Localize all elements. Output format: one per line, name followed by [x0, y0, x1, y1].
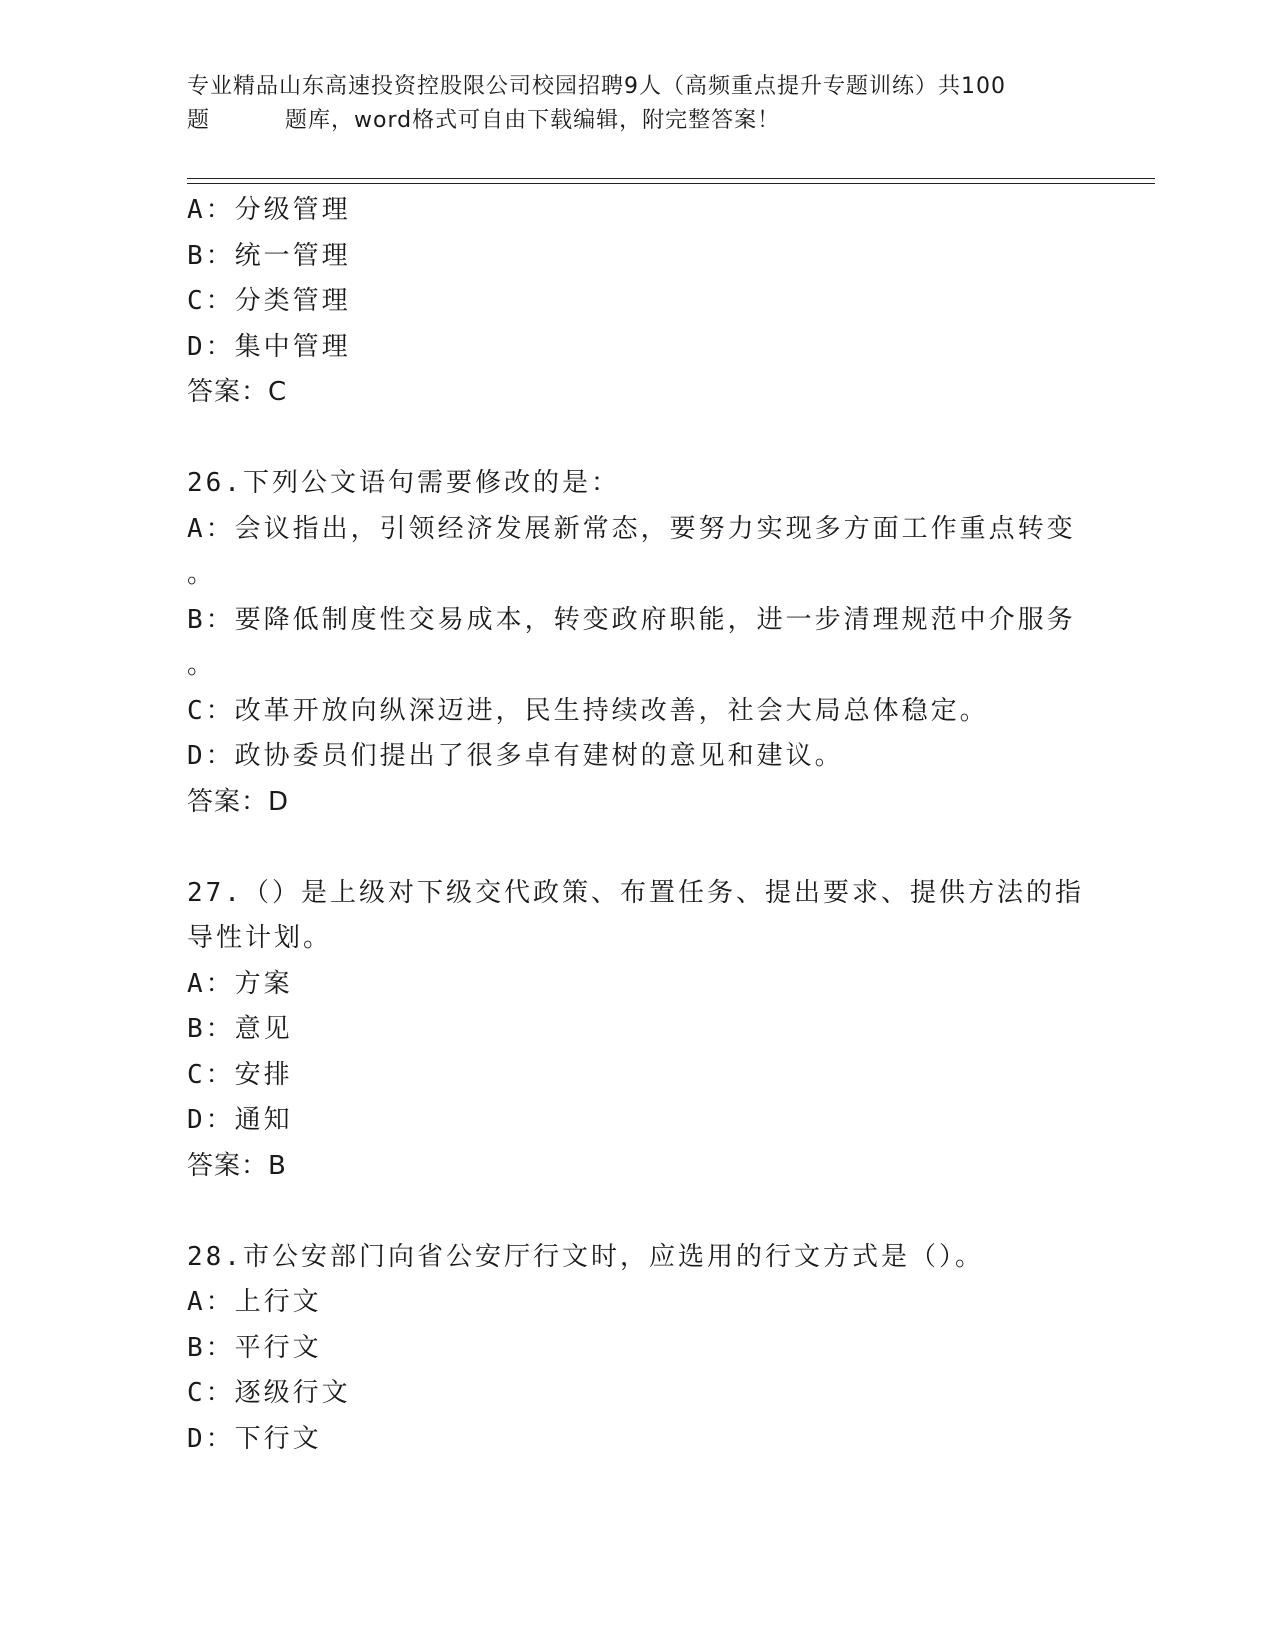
answer: 答案：B [187, 1150, 287, 1181]
option-d: D：集中管理 [187, 331, 351, 362]
header-divider-top [187, 178, 1155, 179]
option-b-wrap: 。 [187, 650, 217, 680]
question-text: 28.市公安部门向省公安厅行文时，应选用的行文方式是（）。 [187, 1241, 984, 1272]
option-a: A：上行文 [187, 1287, 322, 1317]
option-c: C：分类管理 [187, 286, 351, 316]
header-line-2-lead: 题 [187, 108, 211, 133]
document-body [187, 188, 1087, 1462]
option-a: A：分级管理 [187, 195, 351, 225]
option-a-wrap: 。 [187, 559, 217, 589]
question-block-25 [187, 188, 1087, 416]
question-text: 27.（）是上级对下级交代政策、布置任务、提出要求、提供方法的指 [187, 877, 1084, 908]
header-divider-bottom [187, 183, 1155, 184]
page-header [187, 70, 1087, 138]
question-block-27 [187, 871, 1087, 1190]
option-b: B：意见 [187, 1014, 293, 1044]
option-d: D：通知 [187, 1105, 293, 1135]
answer: 答案：D [187, 786, 290, 817]
option-d: D：政协委员们提出了很多卓有建树的意见和建议。 [187, 741, 844, 771]
option-b: B：平行文 [187, 1332, 322, 1363]
header-line-2 [187, 104, 1087, 138]
answer: 答案：C [187, 377, 288, 407]
option-c: C：安排 [187, 1059, 293, 1090]
option-c: C：改革开放向纵深迈进，民生持续改善，社会大局总体稳定。 [187, 695, 989, 726]
option-a: A：会议指出，引领经济发展新常态，要努力实现多方面工作重点转变 [187, 513, 1076, 544]
header-line-2-rest: 题库，word格式可自由下载编辑，附完整答案！ [285, 108, 781, 133]
question-block-28 [187, 1235, 1087, 1463]
option-a: A：方案 [187, 968, 293, 999]
option-d: D：下行文 [187, 1423, 322, 1454]
option-c: C：逐级行文 [187, 1378, 351, 1408]
header-line-1: 专业精品山东高速投资控股限公司校园招聘9人（高频重点提升专题训练）共100 [187, 74, 1006, 99]
question-text: 26.下列公文语句需要修改的是： [187, 468, 620, 498]
question-text-wrap: 导性计划。 [187, 923, 333, 953]
option-b: B：统一管理 [187, 240, 351, 271]
question-block-26 [187, 461, 1087, 825]
option-b: B：要降低制度性交易成本，转变政府职能，进一步清理规范中介服务 [187, 604, 1076, 635]
